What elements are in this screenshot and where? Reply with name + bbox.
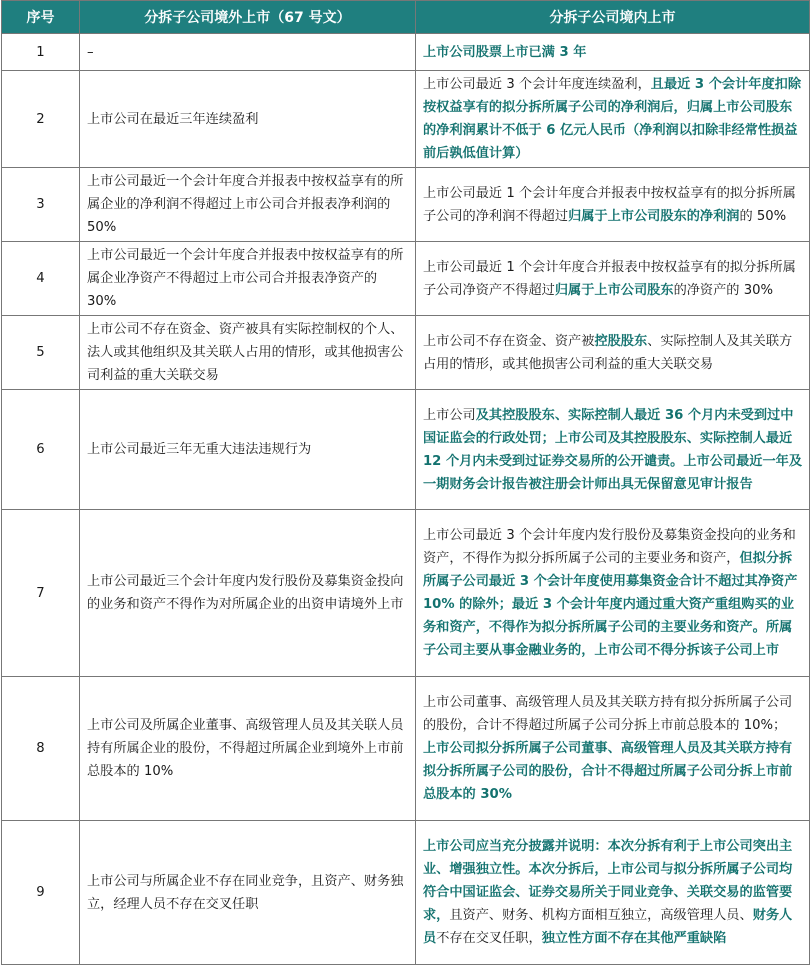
overseas-condition: 上市公司与所属企业不存在同业竞争，且资产、财务独立，经理人员不存在交叉任职 <box>80 821 416 965</box>
table-row <box>2 677 810 821</box>
domestic-condition <box>416 71 810 168</box>
plain-text: 上市公司不存在资金、资产被 <box>423 333 595 349</box>
header-domestic-listing: 分拆子公司境内上市 <box>416 1 810 34</box>
row-index: 9 <box>2 821 80 965</box>
table-row <box>2 242 810 316</box>
highlight-text: 归属于上市公司股东的净利润 <box>568 208 740 224</box>
plain-text: 上市公司最近 1 个会计年度合并报表中按权益享有的拟分拆所属子公司净资产不得超过 <box>423 259 796 298</box>
domestic-condition <box>416 34 810 71</box>
highlight-text: 上市公司股票上市已满 3 年 <box>423 44 587 60</box>
table-row <box>2 71 810 168</box>
plain-text: 的 50% <box>739 208 787 224</box>
table-header-row <box>2 1 810 34</box>
table-row <box>2 168 810 242</box>
highlight-text: 上市公司应当充分披露并说明：本次分拆有利于上市公司突出主业、增强独立性。本次分拆后，上市公司与拟分拆所属子公司均符合中国证监会、证券交易所关于同业竞争、关联交易的监管要求， <box>423 839 793 923</box>
domestic-condition <box>416 242 810 316</box>
plain-text: 不存在交叉任职， <box>436 931 542 946</box>
domestic-condition <box>416 316 810 390</box>
plain-text: 上市公司董事、高级管理人员及其关联方持有拟分拆所属子公司的股份，合计不得超过所属子公司分拆上市前总股本的 10%； <box>423 695 793 733</box>
table-row <box>2 510 810 677</box>
row-index: 6 <box>2 390 80 510</box>
row-index: 1 <box>2 34 80 71</box>
domestic-condition <box>416 168 810 242</box>
highlight-text: 且最近 3 个会计年度扣除按权益享有的拟分拆所属子公司的净利润后，归属上市公司股东的净利润累计不低于 6 亿元人民币（净利润以扣除非经常性损益前后孰低值计算） <box>423 77 802 161</box>
overseas-condition: 上市公司不存在资金、资产被具有实际控制权的个人、法人或其他组织及其关联人占用的情形，或其他损害公司利益的重大关联交易 <box>80 316 416 390</box>
row-index: 3 <box>2 168 80 242</box>
overseas-condition: 上市公司最近三年无重大违法违规行为 <box>80 390 416 510</box>
domestic-condition <box>416 510 810 677</box>
table-row <box>2 316 810 390</box>
highlight-text: 但拟分拆所属子公司最近 3 个会计年度使用募集资金合计不超过其净资产 10% 的除外；最近 3 个会计年度内通过重大资产重组购买的业务和资产，不得作为拟分拆所属子公司的主要业务和资产。所属子公司主要从事金融业务的，上市公司不得分拆该子公司上市 <box>423 551 798 658</box>
header-index: 序号 <box>2 1 80 34</box>
plain-text: 、实际控制人及其关联方占用的情形，或其他损害公司利益的重大关联交易 <box>423 333 793 372</box>
plain-text: 上市公司最近 1 个会计年度合并报表中按权益享有的拟分拆所属子公司的净利润不得超过 <box>423 185 796 224</box>
plain-text: 上市公司 <box>423 407 476 423</box>
domestic-condition <box>416 677 810 821</box>
comparison-table <box>1 0 810 965</box>
plain-text: 上市公司最近 3 个会计年度内发行股份及募集资金投向的业务和资产，不得作为拟分拆所属子公司的主要业务和资产， <box>423 528 796 566</box>
highlight-text: 财务人员 <box>423 908 793 946</box>
plain-text: 且资产、财务、机构方面相互独立，高级管理人员、 <box>449 908 753 923</box>
overseas-condition: 上市公司最近三个会计年度内发行股份及募集资金投向的业务和资产不得作为对所属企业的出资申请境外上市 <box>80 510 416 677</box>
plain-text: 的净资产的 30% <box>673 282 774 298</box>
table-row <box>2 34 810 71</box>
overseas-condition: 上市公司在最近三年连续盈利 <box>80 71 416 168</box>
overseas-condition: 上市公司最近一个会计年度合并报表中按权益享有的所属企业的净利润不得超过上市公司合并报表净利润的 50% <box>80 168 416 242</box>
row-index: 4 <box>2 242 80 316</box>
row-index: 8 <box>2 677 80 821</box>
overseas-condition: 上市公司及所属企业董事、高级管理人员及其关联人员持有所属企业的股份，不得超过所属企业到境外上市前总股本的 10% <box>80 677 416 821</box>
table-row <box>2 821 810 965</box>
highlight-text: 归属于上市公司股东 <box>554 282 674 298</box>
domestic-condition <box>416 390 810 510</box>
row-index: 5 <box>2 316 80 390</box>
highlight-text: 独立性方面不存在其他严重缺陷 <box>541 931 727 946</box>
overseas-condition: – <box>80 34 416 71</box>
highlight-text: 上市公司拟分拆所属子公司董事、高级管理人员及其关联方持有拟分拆所属子公司的股份，合计不得超过所属子公司分拆上市前总股本的 30% <box>423 741 793 802</box>
plain-text: 上市公司最近 3 个会计年度连续盈利， <box>423 77 651 92</box>
row-index: 7 <box>2 510 80 677</box>
table-row <box>2 390 810 510</box>
highlight-text: 控股股东 <box>594 333 648 349</box>
row-index: 2 <box>2 71 80 168</box>
header-overseas-listing: 分拆子公司境外上市（67 号文） <box>80 1 416 34</box>
domestic-condition <box>416 821 810 965</box>
overseas-condition: 上市公司最近一个会计年度合并报表中按权益享有的所属企业净资产不得超过上市公司合并报表净资产的 30% <box>80 242 416 316</box>
highlight-text: 及其控股股东、实际控制人最近 36 个月内未受到过中国证监会的行政处罚；上市公司及其控股股东、实际控制人最近 12 个月内未受到过证券交易所的公开谴责。上市公司最近一年及一期财务会计报告被注册会计师出具无保留意见审计报告 <box>423 407 803 492</box>
